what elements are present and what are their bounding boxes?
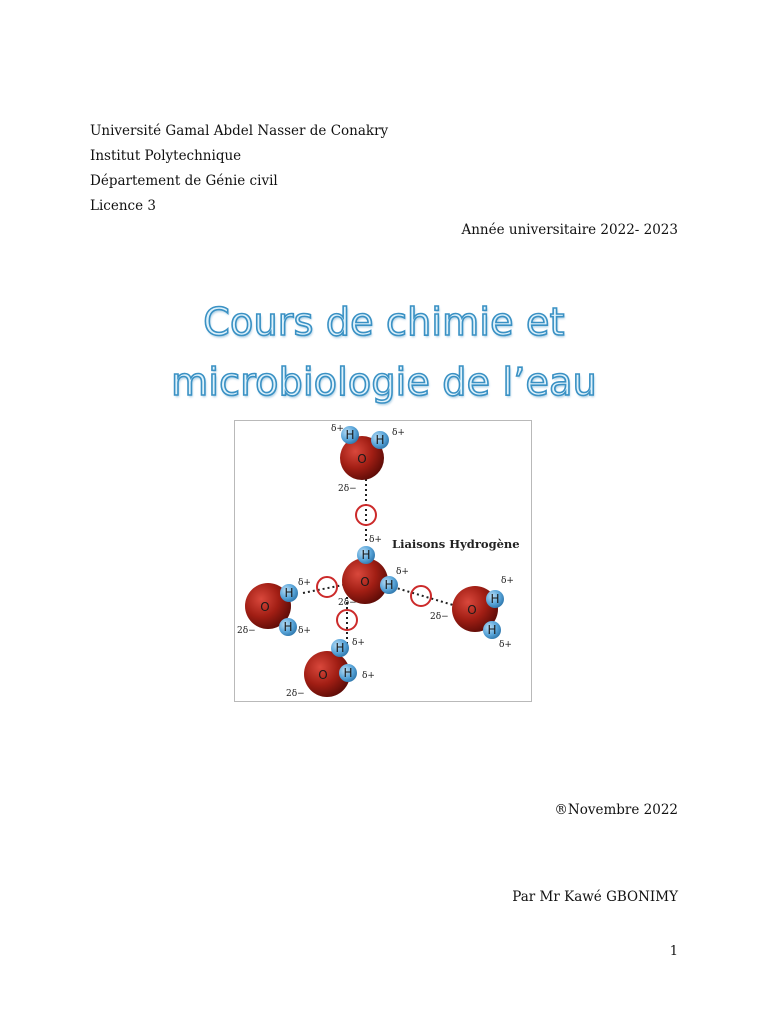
charge-label: δ+	[392, 428, 405, 438]
charge-label: δ+	[362, 671, 375, 681]
atom-label-h: H	[345, 428, 355, 442]
charge-label: δ+	[298, 626, 311, 636]
university-name: Université Gamal Abdel Nasser de Conakry	[90, 123, 389, 139]
atom-label-h: H	[361, 548, 371, 562]
atom-label-o: O	[260, 600, 270, 614]
atom-label-o: O	[357, 452, 367, 466]
atom-label-h: H	[487, 623, 497, 637]
atom-label-o: O	[360, 575, 370, 589]
date-label: ®Novembre 2022	[554, 802, 678, 818]
charge-label: 2δ−	[237, 626, 256, 636]
charge-label: 2δ−	[338, 484, 357, 494]
atom-label-o: O	[318, 668, 328, 682]
charge-label: 2δ−	[430, 612, 449, 622]
atom-label-h: H	[343, 666, 353, 680]
charge-label: δ+	[352, 638, 365, 648]
title-line-1: Cours de chimie et	[203, 300, 565, 344]
institute-name: Institut Polytechnique	[90, 148, 242, 164]
atom-label-h: H	[283, 620, 293, 634]
department-name: Département de Génie civil	[90, 173, 278, 189]
academic-year: Année universitaire 2022- 2023	[461, 222, 678, 238]
hydrogen-bond-figure	[234, 420, 532, 702]
water-molecules-diagram	[235, 421, 531, 701]
charge-label: δ+	[396, 567, 409, 577]
charge-label: 2δ−	[286, 689, 305, 699]
atom-label-h: H	[335, 641, 345, 655]
figure-caption: Liaisons Hydrogène	[392, 537, 520, 551]
page-number: 1	[669, 944, 678, 959]
title-line-2: microbiologie de l’eau	[171, 360, 597, 404]
atom-label-h: H	[490, 592, 500, 606]
charge-label: δ+	[331, 424, 344, 434]
charge-label: δ+	[501, 576, 514, 586]
charge-label: δ+	[369, 535, 382, 545]
atom-label-h: H	[284, 586, 294, 600]
level-label: Licence 3	[90, 198, 156, 214]
author-label: Par Mr Kawé GBONIMY	[512, 889, 678, 905]
charge-label: δ+	[499, 640, 512, 650]
atom-label-h: H	[384, 578, 394, 592]
charge-label: 2δ−	[338, 598, 357, 608]
atom-label-o: O	[467, 603, 477, 617]
hbond-ring-right	[411, 586, 431, 606]
atom-label-h: H	[375, 433, 385, 447]
charge-label: δ+	[298, 578, 311, 588]
